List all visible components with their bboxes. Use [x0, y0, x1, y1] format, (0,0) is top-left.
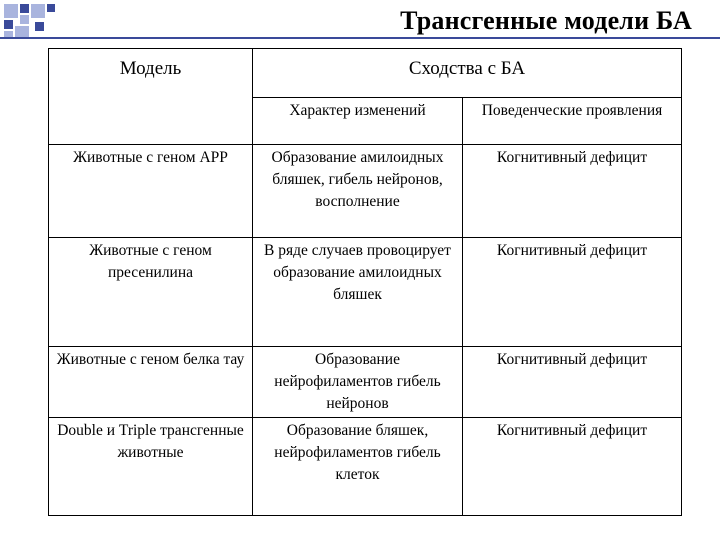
cell-model: Животные с геном APP — [49, 145, 253, 238]
cell-behavior: Когнитивный дефицит — [463, 145, 682, 238]
deco-square — [4, 20, 13, 29]
deco-square — [4, 4, 18, 18]
cell-change: Образование нейрофиламентов гибель нейронов — [253, 347, 463, 418]
table-row — [49, 347, 682, 418]
cell-change: Образование амилоидных бляшек, гибель нейронов, восполнение — [253, 145, 463, 238]
cell-change: В ряде случаев провоцирует образование амилоидных бляшек — [253, 238, 463, 347]
header-model: Модель — [49, 49, 253, 145]
table-row — [49, 418, 682, 516]
cell-model: Double и Triple трансгенные животные — [49, 418, 253, 516]
header-similarities: Сходства с БА — [253, 49, 682, 98]
deco-square — [31, 4, 45, 18]
deco-square — [20, 15, 29, 24]
cell-model: Животные с геном белка тау — [49, 347, 253, 418]
deco-square — [35, 22, 44, 31]
header-behavior: Поведенческие проявления — [463, 98, 682, 145]
cell-model: Животные с геном пресенилина — [49, 238, 253, 347]
deco-square — [20, 4, 29, 13]
models-table — [48, 48, 682, 516]
title-underline — [0, 37, 720, 39]
table-header-row — [49, 49, 682, 98]
cell-behavior: Когнитивный дефицит — [463, 238, 682, 347]
slide-title: Трансгенные модели БА — [400, 6, 692, 35]
cell-behavior: Когнитивный дефицит — [463, 418, 682, 516]
deco-square — [47, 4, 55, 12]
table-row — [49, 238, 682, 347]
header-change-type: Характер изменений — [253, 98, 463, 145]
table-row — [49, 145, 682, 238]
cell-change: Образование бляшек, нейрофиламентов гибель клеток — [253, 418, 463, 516]
cell-behavior: Когнитивный дефицит — [463, 347, 682, 418]
